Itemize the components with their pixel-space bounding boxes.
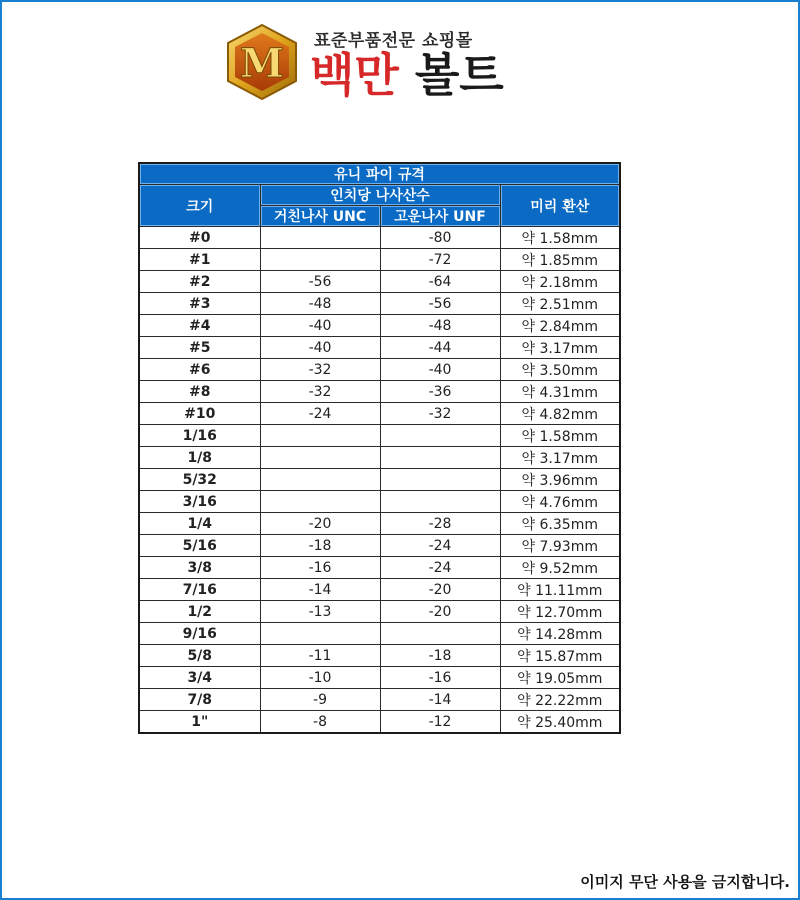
cell-unc: -13 xyxy=(260,601,380,623)
table-row xyxy=(139,557,620,579)
cell-unc: -16 xyxy=(260,557,380,579)
cell-size: 1/4 xyxy=(139,513,260,535)
table-row xyxy=(139,645,620,667)
cell-mm: 약 4.76mm xyxy=(500,491,620,513)
cell-mm: 약 19.05mm xyxy=(500,667,620,689)
cell-unf xyxy=(380,469,500,491)
cell-unf: -20 xyxy=(380,601,500,623)
cell-unf xyxy=(380,623,500,645)
cell-size: 3/16 xyxy=(139,491,260,513)
cell-size: 1/16 xyxy=(139,425,260,447)
cell-mm: 약 11.11mm xyxy=(500,579,620,601)
table-row xyxy=(139,293,620,315)
cell-mm: 약 1.85mm xyxy=(500,249,620,271)
logo-letter: M xyxy=(239,40,285,87)
cell-size: 7/16 xyxy=(139,579,260,601)
cell-mm: 약 2.51mm xyxy=(500,293,620,315)
brand-name-part2: 볼트 xyxy=(414,48,504,102)
cell-unf: -14 xyxy=(380,689,500,711)
header-mm: 미리 환산 xyxy=(500,185,620,227)
cell-mm: 약 2.84mm xyxy=(500,315,620,337)
cell-unc: -48 xyxy=(260,293,380,315)
brand-name xyxy=(310,48,504,102)
cell-size: #0 xyxy=(139,227,260,249)
table-body xyxy=(139,227,620,734)
cell-size: 1/2 xyxy=(139,601,260,623)
table-row xyxy=(139,425,620,447)
table-row xyxy=(139,359,620,381)
cell-unc xyxy=(260,249,380,271)
cell-unf: -56 xyxy=(380,293,500,315)
cell-size: 5/8 xyxy=(139,645,260,667)
cell-unc: -18 xyxy=(260,535,380,557)
cell-size: #10 xyxy=(139,403,260,425)
cell-unf: -44 xyxy=(380,337,500,359)
cell-unc: -20 xyxy=(260,513,380,535)
cell-size: #6 xyxy=(139,359,260,381)
table-row xyxy=(139,337,620,359)
table-row xyxy=(139,711,620,734)
cell-size: 9/16 xyxy=(139,623,260,645)
cell-unf: -40 xyxy=(380,359,500,381)
cell-size: 5/16 xyxy=(139,535,260,557)
cell-size: #3 xyxy=(139,293,260,315)
m-hexagon-logo-icon xyxy=(222,22,302,102)
table-row xyxy=(139,381,620,403)
cell-unc: -40 xyxy=(260,337,380,359)
table-row xyxy=(139,579,620,601)
cell-unf: -32 xyxy=(380,403,500,425)
cell-mm: 약 9.52mm xyxy=(500,557,620,579)
cell-mm: 약 3.17mm xyxy=(500,447,620,469)
cell-size: 7/8 xyxy=(139,689,260,711)
cell-unc: -8 xyxy=(260,711,380,734)
header-unc: 거친나사 UNC xyxy=(260,206,380,227)
table-row xyxy=(139,667,620,689)
cell-unf: -24 xyxy=(380,535,500,557)
cell-unf: -20 xyxy=(380,579,500,601)
cell-unf: -80 xyxy=(380,227,500,249)
cell-unc: -32 xyxy=(260,381,380,403)
cell-size: 5/32 xyxy=(139,469,260,491)
cell-unf: -48 xyxy=(380,315,500,337)
cell-size: #5 xyxy=(139,337,260,359)
cell-size: #4 xyxy=(139,315,260,337)
header-unf: 고운나사 UNF xyxy=(380,206,500,227)
cell-unc xyxy=(260,227,380,249)
cell-unf xyxy=(380,447,500,469)
table-row xyxy=(139,227,620,249)
table-row xyxy=(139,271,620,293)
cell-mm: 약 3.96mm xyxy=(500,469,620,491)
unified-thread-spec-table xyxy=(138,162,621,734)
cell-unc: -32 xyxy=(260,359,380,381)
table-row xyxy=(139,315,620,337)
cell-size: 1/8 xyxy=(139,447,260,469)
cell-unf xyxy=(380,491,500,513)
cell-unf: -28 xyxy=(380,513,500,535)
table-row xyxy=(139,249,620,271)
cell-unc: -56 xyxy=(260,271,380,293)
cell-mm: 약 7.93mm xyxy=(500,535,620,557)
cell-unc xyxy=(260,491,380,513)
cell-unf: -16 xyxy=(380,667,500,689)
table-row xyxy=(139,601,620,623)
cell-unc xyxy=(260,447,380,469)
cell-mm: 약 15.87mm xyxy=(500,645,620,667)
cell-unc: -9 xyxy=(260,689,380,711)
table-row xyxy=(139,689,620,711)
cell-unf: -72 xyxy=(380,249,500,271)
cell-size: 3/8 xyxy=(139,557,260,579)
cell-unf: -24 xyxy=(380,557,500,579)
cell-size: 1" xyxy=(139,711,260,734)
table-row xyxy=(139,447,620,469)
cell-mm: 약 22.22mm xyxy=(500,689,620,711)
table-title: 유니 파이 규격 xyxy=(139,163,620,185)
cell-mm: 약 1.58mm xyxy=(500,425,620,447)
cell-unc: -40 xyxy=(260,315,380,337)
cell-size: #2 xyxy=(139,271,260,293)
table-row xyxy=(139,535,620,557)
cell-mm: 약 2.18mm xyxy=(500,271,620,293)
table-row xyxy=(139,513,620,535)
header-size: 크기 xyxy=(139,185,260,227)
brand-tagline: 표준부품전문 쇼핑몰 xyxy=(314,31,473,51)
cell-unf xyxy=(380,425,500,447)
table-row xyxy=(139,403,620,425)
copyright-notice: 이미지 무단 사용을 금지합니다. xyxy=(580,873,790,891)
brand-logo xyxy=(222,22,512,104)
cell-size: 3/4 xyxy=(139,667,260,689)
cell-unc xyxy=(260,425,380,447)
header-tpi-group: 인치당 나사산수 xyxy=(260,185,500,206)
cell-unf: -36 xyxy=(380,381,500,403)
cell-mm: 약 6.35mm xyxy=(500,513,620,535)
cell-mm: 약 3.50mm xyxy=(500,359,620,381)
cell-mm: 약 1.58mm xyxy=(500,227,620,249)
cell-unc: -24 xyxy=(260,403,380,425)
cell-unc: -11 xyxy=(260,645,380,667)
brand-name-part1: 백만 xyxy=(310,48,399,102)
cell-size: #1 xyxy=(139,249,260,271)
table-row xyxy=(139,623,620,645)
cell-unf: -64 xyxy=(380,271,500,293)
table-row xyxy=(139,469,620,491)
cell-unc: -14 xyxy=(260,579,380,601)
cell-size: #8 xyxy=(139,381,260,403)
cell-mm: 약 25.40mm xyxy=(500,711,620,734)
table-row xyxy=(139,491,620,513)
cell-unc xyxy=(260,623,380,645)
cell-mm: 약 14.28mm xyxy=(500,623,620,645)
cell-unf: -18 xyxy=(380,645,500,667)
cell-mm: 약 4.31mm xyxy=(500,381,620,403)
cell-mm: 약 4.82mm xyxy=(500,403,620,425)
cell-mm: 약 3.17mm xyxy=(500,337,620,359)
cell-unc xyxy=(260,469,380,491)
cell-mm: 약 12.70mm xyxy=(500,601,620,623)
cell-unc: -10 xyxy=(260,667,380,689)
cell-unf: -12 xyxy=(380,711,500,734)
